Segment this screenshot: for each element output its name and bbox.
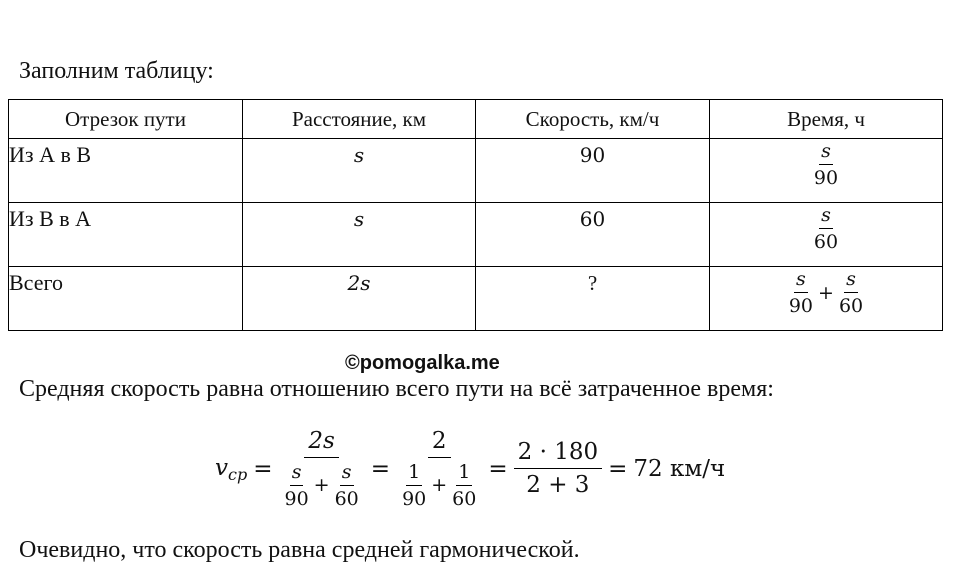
average-speed-formula (215, 423, 725, 515)
table-row (9, 267, 943, 331)
distance-value: s (353, 207, 365, 231)
fraction-numerator: s (819, 142, 833, 165)
equals-sign: = (608, 456, 628, 482)
fraction-numerator: s (819, 206, 833, 229)
fraction-denominator (278, 458, 364, 509)
plus-sign: + (431, 474, 448, 496)
statement-text: Средняя скорость равна отношению всего пути на всё затраченное время: (19, 376, 774, 402)
header-distance: Расстояние, км (243, 100, 476, 139)
speed-value: 90 (579, 143, 606, 167)
equals-sign: = (488, 456, 508, 482)
time-fraction (837, 270, 865, 316)
table-row (9, 139, 943, 203)
fraction-denominator: 60 (334, 487, 359, 510)
distance-value: 2s (347, 271, 371, 295)
plus-sign: + (818, 282, 834, 304)
fraction-total-distance (278, 427, 364, 510)
fraction-denominator: 60 (813, 231, 839, 253)
segment-cell: Из А в В (9, 139, 243, 203)
fraction-simplified (514, 441, 602, 497)
fraction-numerator: s (794, 270, 808, 293)
equals-sign: = (370, 456, 391, 482)
fraction-numerator: s (290, 463, 304, 486)
distance-value: s (353, 143, 365, 167)
speed-table (8, 99, 943, 331)
distance-cell (243, 139, 476, 203)
segment-cell: Всего (9, 267, 243, 331)
fraction-harmonic (396, 427, 482, 510)
watermark: ©pomogalka.me (345, 352, 500, 374)
speed-value: 60 (579, 207, 606, 231)
header-speed: Скорость, км/ч (476, 100, 710, 139)
segment-cell: Из В в А (9, 203, 243, 267)
equals-sign: = (253, 456, 273, 482)
formula-result: 72 км/ч (633, 456, 726, 482)
fraction-denominator: 90 (788, 295, 814, 317)
distance-cell (243, 267, 476, 331)
fraction-denominator: 60 (452, 487, 477, 510)
table-row (9, 203, 943, 267)
time-cell (710, 139, 943, 203)
fraction-denominator: 90 (284, 487, 309, 510)
formula-lhs (215, 455, 247, 484)
header-segment: Отрезок пути (9, 100, 243, 139)
fraction-numerator: 1 (406, 463, 422, 486)
inner-fraction (450, 460, 478, 510)
time-fraction (787, 270, 815, 316)
table-header-row (9, 100, 943, 139)
intro-text: Заполним таблицу: (19, 58, 214, 84)
speed-cell (476, 139, 710, 203)
fraction-denominator: 90 (813, 167, 839, 189)
fraction-denominator: 90 (402, 487, 427, 510)
fraction-numerator: 2 (428, 430, 451, 458)
time-fraction (812, 142, 840, 188)
fraction-numerator: 2s (304, 430, 338, 458)
fraction-numerator: 1 (456, 463, 472, 486)
time-cell (710, 267, 943, 331)
conclusion-text: Очевидно, что скорость равна средней гармонической. (19, 537, 580, 563)
inner-fraction (400, 460, 428, 510)
header-time: Время, ч (710, 100, 943, 139)
velocity-subscript: cp (228, 464, 248, 484)
time-fraction (812, 206, 840, 252)
fraction-denominator: 60 (838, 295, 864, 317)
fraction-denominator: 2 + 3 (526, 472, 590, 498)
speed-cell (476, 267, 710, 331)
distance-cell (243, 203, 476, 267)
plus-sign: + (313, 474, 330, 496)
speed-value: ? (587, 271, 598, 295)
fraction-numerator: s (340, 463, 354, 486)
fraction-denominator (396, 458, 482, 509)
time-cell (710, 203, 943, 267)
speed-cell (476, 203, 710, 267)
inner-fraction (282, 460, 310, 510)
fraction-numerator: 2 · 180 (514, 441, 602, 469)
velocity-symbol: v (215, 454, 228, 481)
inner-fraction (333, 460, 361, 510)
fraction-numerator: s (844, 270, 858, 293)
